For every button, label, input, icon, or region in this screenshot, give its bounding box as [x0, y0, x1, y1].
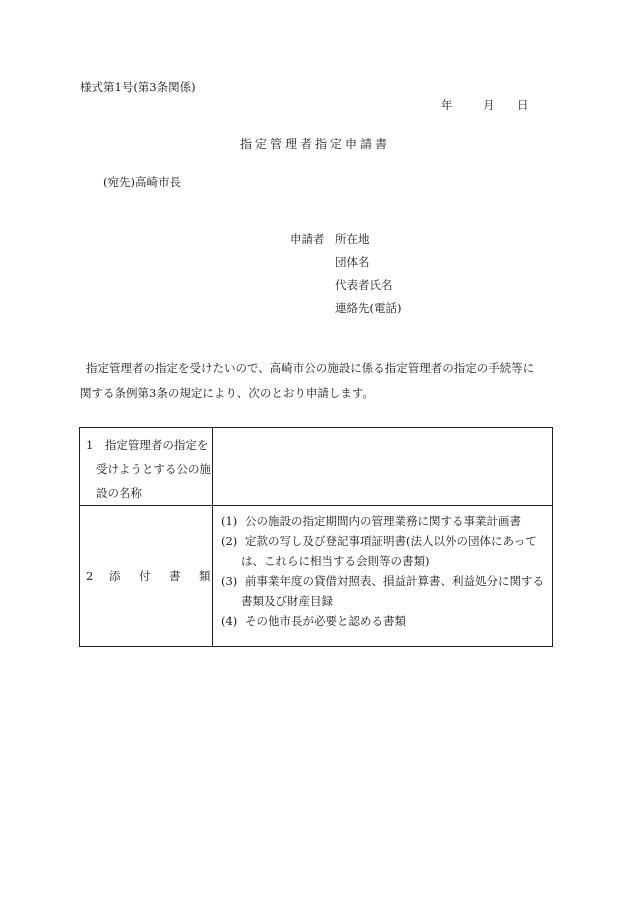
form-number: 様式第1号(第3条関係): [80, 80, 196, 94]
document-title: 指定管理者指定申請書: [239, 137, 390, 151]
applicant-representative-label: 代表者氏名: [335, 278, 393, 292]
addressee: (宛先)高崎市長: [103, 175, 181, 189]
attachment-item-text: その他市長が必要と認める書類: [245, 614, 406, 628]
attachment-item-number: (3): [221, 574, 238, 588]
body-text-line-1: 指定管理者の指定を受けたいので、高崎市公の施設に係る指定管理者の指定の手続等に: [86, 361, 535, 375]
attachments-list-cell: [213, 506, 553, 647]
facility-name-row: [80, 428, 553, 506]
attachment-item-text: 公の施設の指定期間内の管理業務に関する事業計画書: [245, 514, 521, 528]
applicant-label: 申請者: [290, 232, 325, 246]
attachment-item: [221, 611, 548, 631]
date-year: 年: [441, 98, 453, 112]
facility-name-label-line-3: 設の名称: [96, 486, 142, 500]
attachment-item-text: 定款の写し及び登記事項証明書(法人以外の団体にあって: [245, 534, 537, 548]
attachments-char-3: 書: [169, 569, 181, 583]
applicant-organization-label: 団体名: [335, 255, 370, 269]
attachment-item: [221, 571, 548, 591]
facility-name-label-line-1: 1 指定管理者の指定を: [86, 438, 209, 452]
applicant-contact-label: 連絡先(電話): [335, 301, 402, 315]
attachments-char-2: 付: [139, 569, 151, 583]
attachment-item-text: 前事業年度の貸借対照表、損益計算書、利益処分に関する: [245, 574, 544, 588]
attachment-item-number: (2): [221, 534, 238, 548]
attachment-item-continuation: 書類及び財産目録: [241, 594, 333, 608]
attachments-char-1: 添: [109, 569, 121, 583]
facility-name-value-cell[interactable]: [213, 428, 553, 506]
attachment-item-number: (4): [221, 614, 238, 628]
body-text-line-2: 関する条例第3条の規定により、次のとおり申請します。: [80, 386, 374, 400]
facility-name-label-cell: [80, 428, 213, 506]
attachment-item: [221, 531, 548, 551]
applicant-address-label: 所在地: [335, 232, 370, 246]
date-line: [441, 100, 529, 112]
attachment-item: [221, 511, 548, 531]
application-table: [79, 427, 553, 647]
attachments-char-4: 類: [199, 569, 211, 583]
date-day: 日: [517, 98, 529, 112]
attachments-row: [80, 506, 553, 647]
attachment-item-continuation: は、これらに相当する会則等の書類): [241, 554, 430, 568]
facility-name-label-line-2: 受けようとする公の施: [96, 462, 211, 476]
attachments-number: 2: [86, 569, 94, 583]
attachments-label-cell: [80, 506, 213, 647]
date-month: 月: [483, 98, 495, 112]
attachment-item-number: (1): [221, 514, 238, 528]
